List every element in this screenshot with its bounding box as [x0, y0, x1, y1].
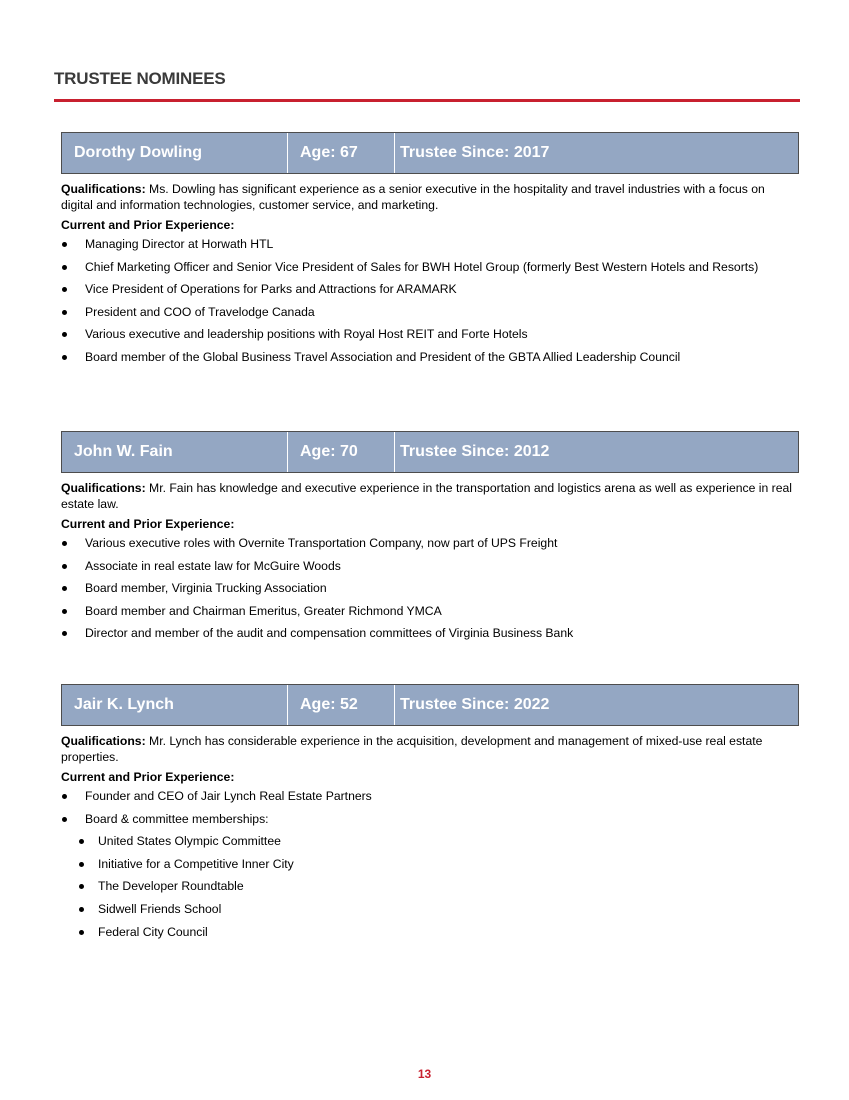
nominee-name: Dorothy Dowling [62, 133, 288, 173]
qualifications-text: Mr. Lynch has considerable experience in the acquisition, development and management of mixed-use real estate properties. [61, 734, 763, 764]
nominee-card [61, 132, 799, 372]
nominee-trustee-since: Trustee Since: 2017 [400, 144, 550, 161]
experience-list [61, 236, 799, 365]
list-item: Director and member of the audit and compensation committees of Virginia Business Bank [61, 625, 799, 641]
experience-list [61, 788, 799, 827]
list-item: Board member and Chairman Emeritus, Greater Richmond YMCA [61, 603, 799, 619]
list-item: Board member of the Global Business Travel Association and President of the GBTA Allied Leadership Council [61, 349, 799, 365]
qualifications [61, 480, 799, 512]
list-item: Associate in real estate law for McGuire Woods [61, 558, 799, 574]
committee-sublist [61, 833, 799, 939]
nominee-name: John W. Fain [62, 432, 288, 472]
page-number: 13 [417, 1067, 432, 1081]
list-item: Managing Director at Horwath HTL [61, 236, 799, 252]
list-item: Vice President of Operations for Parks and Attractions for ARAMARK [61, 281, 799, 297]
nominee-age: Age: 67 [288, 133, 395, 173]
list-item: Chief Marketing Officer and Senior Vice President of Sales for BWH Hotel Group (formerly Best Western Hotels and Resorts) [61, 259, 799, 275]
qualifications-text: Ms. Dowling has significant experience as a senior executive in the hospitality and travel industries with a focus on digital and information technologies, customer service, and marketing. [61, 182, 765, 212]
experience-label: Current and Prior Experience: [61, 517, 235, 531]
list-item: President and COO of Travelodge Canada [61, 304, 799, 320]
nominee-age: Age: 52 [288, 685, 395, 725]
qualifications-text: Mr. Fain has knowledge and executive experience in the transportation and logistics arena as well as experience in real estate law. [61, 481, 792, 511]
qualifications [61, 733, 799, 765]
nominee-card [61, 431, 799, 648]
sub-list-item: Sidwell Friends School [61, 901, 799, 917]
section-title: TRUSTEE NOMINEES [54, 69, 226, 88]
sub-list-item: United States Olympic Committee [61, 833, 799, 849]
experience-label: Current and Prior Experience: [61, 770, 235, 784]
qualifications-label: Qualifications: [61, 182, 146, 196]
list-item: Various executive roles with Overnite Transportation Company, now part of UPS Freight [61, 535, 799, 551]
qualifications-label: Qualifications: [61, 734, 146, 748]
sub-list-item: Federal City Council [61, 924, 799, 940]
list-item: Various executive and leadership positions with Royal Host REIT and Forte Hotels [61, 326, 799, 342]
nominee-name: Jair K. Lynch [62, 685, 288, 725]
sub-list-item: Initiative for a Competitive Inner City [61, 856, 799, 872]
nominee-trustee-since: Trustee Since: 2012 [400, 443, 550, 460]
nominee-header-bar [61, 684, 799, 726]
list-item: Founder and CEO of Jair Lynch Real Estate Partners [61, 788, 799, 804]
nominee-card [61, 684, 799, 946]
nominee-header-bar [61, 132, 799, 174]
experience-label: Current and Prior Experience: [61, 218, 235, 232]
nominee-header-bar [61, 431, 799, 473]
title-divider [54, 99, 800, 102]
qualifications [61, 181, 799, 213]
list-item: Board member, Virginia Trucking Association [61, 580, 799, 596]
qualifications-label: Qualifications: [61, 481, 146, 495]
sub-list-item: The Developer Roundtable [61, 878, 799, 894]
nominee-age: Age: 70 [288, 432, 395, 472]
experience-list [61, 535, 799, 641]
nominee-trustee-since: Trustee Since: 2022 [400, 696, 550, 713]
list-item: Board & committee memberships: [61, 811, 799, 827]
